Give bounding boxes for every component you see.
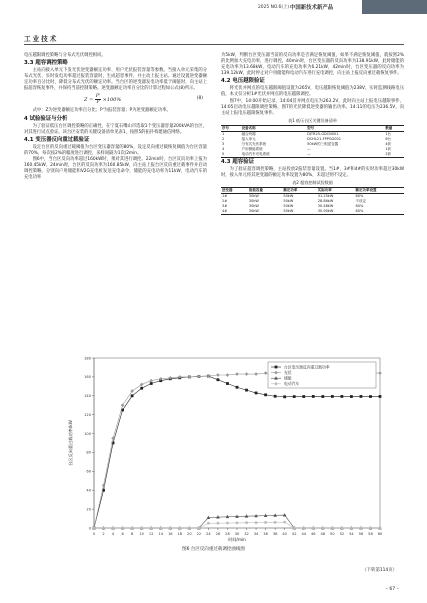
- x-tick-label: 48: [320, 532, 326, 536]
- table-cell: 5: [221, 152, 241, 158]
- table-cell: 30.90kW: [317, 209, 355, 215]
- formula-8: [24, 92, 207, 108]
- y-tick-label: 120: [84, 412, 91, 417]
- figure-6-caption: 图6 台区反向重过载调控曲线图: [182, 547, 245, 552]
- section-label: 工业技术: [24, 35, 59, 43]
- formula-expression: [84, 94, 121, 105]
- magazine-title: 中国新技术新产品: [290, 5, 334, 11]
- table-cell: 30.48kW: [317, 204, 334, 209]
- x-tick-label: 22: [196, 532, 202, 536]
- table-cell: 1#: [222, 194, 228, 199]
- section-4-paragraph: 为了验证低压台区调控策略的正确性，在宁夏石嘴山市选取1个变压器容量200kVA的台区，对其进行试点验证。该台区安装的关键设备清单见表1，按照5的拓扑构建通信网络。: [24, 123, 207, 135]
- table-1-header: 序号: [221, 125, 241, 131]
- data-point: [302, 527, 305, 530]
- table-2-header: 逆变器: [221, 188, 248, 194]
- data-point: [140, 387, 143, 390]
- table-cell: 接入单元: [241, 136, 256, 141]
- table-cell: —: [306, 152, 384, 158]
- table-2-header: 报装容量: [248, 188, 282, 194]
- y-tick-label: 80: [86, 450, 91, 455]
- x-tick-label: 46: [310, 532, 316, 536]
- x-tick-label: 24: [206, 532, 211, 536]
- table-cell: 融合终端: [241, 131, 256, 136]
- table-cell: 30kW: [248, 194, 259, 199]
- x-tick-label: 50: [330, 532, 335, 536]
- table-cell: 3#: [222, 204, 228, 209]
- table-cell: 60%: [354, 209, 404, 215]
- table-cell: 50kW: [283, 204, 294, 209]
- data-point: [217, 378, 220, 381]
- table-cell: 户用储能系统: [241, 146, 263, 151]
- data-point: [369, 395, 372, 398]
- x-tick-label: 44: [301, 532, 307, 536]
- x-axis-label: 时间/min: [228, 537, 246, 542]
- data-point: [275, 382, 278, 385]
- data-point: [283, 395, 286, 398]
- data-point: [245, 372, 249, 376]
- formula-denominator: P: [96, 100, 100, 106]
- data-point: [264, 393, 267, 396]
- issue-label: 2025 NO.6(上): [258, 5, 290, 10]
- data-point: [131, 527, 134, 530]
- data-point: [207, 522, 210, 525]
- data-point: [379, 527, 382, 530]
- data-point: [264, 371, 268, 375]
- y-tick-label: 40: [86, 488, 91, 493]
- data-point: [150, 527, 153, 530]
- x-tick-label: 36: [263, 532, 268, 536]
- table-cell: 分布式光伏系统: [241, 141, 267, 146]
- x-tick-label: 42: [291, 532, 297, 536]
- section-3-3-paragraph: 主站向接入单元下发光伏逆变器额定功率、用户光伏报装容量等参数。当接入单元采集的分布式光伏、实时发电功率超过报装容量时，生成超容事件，并主动上报主站。通过设置逆变器额定功率百分比时，降低分布式光伏的额定功率。当台区的逆变器发电功率低于阈值时，向主站上报超容恢复事件，并保持当前控制策略。逆变器额定功率百分比的计算过程如公式(8)所示。: [24, 68, 207, 92]
- data-point: [264, 521, 267, 524]
- series-line: [94, 376, 380, 528]
- data-point: [245, 389, 248, 392]
- data-point: [178, 527, 181, 530]
- section-4-2-paragraph-2: 图7中，14:00开始记录，14:04首并网点电压为263.2V，此时向主站上报电压越限事件，14:05启动电压越限调控策略，图7的光伏降低逆变器的输出功率。14:11的电压为236.5V，向主站上报电压越限恢复事件。: [221, 98, 404, 116]
- table-cell: 28.86kW: [317, 199, 334, 204]
- data-point: [255, 392, 258, 395]
- data-point: [283, 513, 287, 516]
- data-point: [226, 373, 230, 377]
- formula-fraction: [95, 94, 101, 105]
- data-point: [283, 521, 286, 524]
- data-point: [331, 395, 334, 398]
- data-point: [140, 383, 144, 387]
- data-point: [302, 395, 305, 398]
- data-point: [226, 522, 229, 525]
- table-cell: 30kW: [248, 199, 259, 204]
- section-4-2-title: 4.2 电压越限验证: [221, 78, 265, 85]
- y-tick-label: 20: [86, 507, 91, 512]
- table-1-header: 设备名称: [241, 125, 307, 131]
- table-cell: 6台: [385, 136, 392, 141]
- table-cell: 50kW: [283, 199, 294, 204]
- data-point: [226, 382, 229, 385]
- data-point: [131, 394, 134, 397]
- table-1-header: 型号: [306, 125, 384, 131]
- y-tick-label: 0: [88, 526, 91, 531]
- section-4-title: 4 试验验证与分析: [24, 115, 68, 122]
- table-cell: 31.25kW: [317, 194, 334, 199]
- legend-label: 储能: [284, 375, 292, 381]
- x-tick-label: 40: [282, 532, 287, 536]
- x-tick-label: 28: [225, 532, 230, 536]
- data-point: [312, 395, 315, 398]
- right-paragraph-1: 为5kW，判断台区变压器当前的反向功率是否满足恢复阈值，如果不满足恢复阈值，就按照2%的比例加大充电功率，进行调控。40min时，台区变压器的反向功率为138.91kW，此时储能的充电功率为13.68kW，电动汽车的充电功率为6.21kW，42min时，台区变压器的反向功率为139.12kW，此时停止对户用储能和电动汽车进行充电调控，向主站上报反向重过载恢复事件。: [221, 53, 404, 77]
- continued-note: （下转第114页）: [362, 568, 397, 573]
- x-tick-label: 54: [349, 532, 354, 536]
- data-point: [274, 521, 277, 524]
- data-point: [379, 395, 382, 398]
- formula-number: (8): [196, 96, 203, 102]
- data-point: [217, 522, 220, 525]
- x-tick-label: 0: [92, 532, 96, 536]
- data-point: [149, 379, 153, 383]
- table-cell: —: [307, 146, 311, 151]
- data-point: [197, 527, 200, 530]
- table-1-caption: 表1 低压台区关键设备清单: [288, 117, 337, 123]
- table-cell: 4套: [385, 141, 392, 146]
- section-4-1-paragraph-2: 图6中，当台区反向功率超过160kW时，须对其进行调控。22min时，台区反向功率上报为160.45kW，24min时，台区的反向功率为160.85kW，向主站上报台区反向重过载事件并启动调控策略。分别向户用储能和V2G充电桩发送充电命令，储能的充电功率为11kW，电动汽车的充电功率: [24, 156, 207, 181]
- data-point: [350, 395, 353, 398]
- y-axis-label: 台区反向重过载功率/kW: [68, 420, 73, 466]
- section-4-2-paragraph-1: 将光伏并网点的电压越限阈值设置为265V，电压越限恢复阈值为238V，实时监测线路电压值，本文仅分析1#光伏并网点的电压越限调控。: [221, 86, 404, 98]
- table-cell: 不设定: [355, 199, 366, 204]
- data-point: [293, 395, 296, 398]
- table-1: [221, 125, 404, 158]
- table-cell: 50kW的三相逆变器: [307, 141, 339, 146]
- data-point: [159, 527, 162, 530]
- formula-rhs: ×100%: [102, 97, 122, 104]
- table-cell: 50kW: [283, 194, 294, 199]
- x-tick-label: 38: [272, 532, 278, 536]
- page-number: – 67 –: [385, 587, 399, 592]
- data-point: [360, 527, 363, 530]
- intro-paragraph: 电压越限调控策略与分布式光伏调控相同。: [24, 53, 106, 58]
- x-tick-label: 34: [253, 532, 259, 536]
- x-tick-label: 52: [339, 532, 345, 536]
- section-4-3-title: 4.3 超容验证: [221, 158, 254, 165]
- table-cell: 2套: [384, 152, 404, 158]
- x-tick-label: 26: [215, 532, 221, 536]
- y-tick-label: 180: [84, 356, 91, 361]
- data-point: [236, 522, 239, 525]
- section-4-3-paragraph: 为了验证超容调控策略，主站投放2报装容量设置。当1#、3#和4#的实时功率超过30kW时，接入单元将其逆变器的额定功率设置为80%，未超过则不设定。: [221, 166, 404, 179]
- header-band: [362, 0, 427, 14]
- table-2-header: 额定功率: [282, 188, 316, 194]
- data-point: [293, 527, 296, 530]
- table-cell: 30kW: [248, 204, 259, 209]
- data-point: [236, 386, 239, 389]
- legend-label: 光伏: [284, 370, 292, 375]
- table-cell: 30kW: [248, 209, 282, 215]
- table-cell: 1: [222, 131, 225, 136]
- data-point: [169, 527, 172, 530]
- legend-label: 电动汽车: [284, 381, 300, 387]
- table-cell: 60%: [355, 194, 364, 199]
- table-row: [221, 152, 404, 158]
- left-column: [24, 53, 207, 181]
- section-4-1-paragraph-1: 设定台区的反向重过载阈值为台区变压器容量的80%，设定反向重过载恢复阈值为台区容量的70%，每次按2%的幅度进行调控，采样间隔为1次/2min。: [24, 144, 207, 156]
- data-point: [245, 521, 248, 524]
- x-tick-label: 14: [158, 532, 164, 536]
- data-point: [255, 521, 258, 524]
- table-cell: 1套: [385, 146, 392, 151]
- x-tick-label: 56: [358, 532, 364, 536]
- table-cell: 2#: [222, 199, 228, 204]
- x-tick-label: 18: [177, 532, 183, 536]
- y-tick-label: 100: [84, 431, 91, 436]
- data-point: [275, 366, 278, 369]
- table-row: [221, 209, 404, 215]
- table-2-header: 实际功率: [317, 188, 355, 194]
- formula-lhs: Z =: [84, 97, 94, 104]
- x-tick-label: 30: [234, 532, 240, 536]
- data-point: [188, 527, 191, 530]
- data-point: [93, 527, 96, 530]
- y-tick-label: 60: [86, 469, 91, 474]
- data-point: [321, 395, 324, 398]
- data-point: [340, 395, 343, 398]
- data-point: [121, 527, 124, 530]
- table-cell: DJTR25-GDCN001: [307, 131, 339, 136]
- data-point: [216, 373, 220, 377]
- data-point: [360, 395, 363, 398]
- data-point: [340, 527, 343, 530]
- table-2-caption: 表2 超容控制试验数据: [292, 180, 333, 186]
- y-tick-label: 160: [84, 375, 91, 380]
- data-point: [369, 527, 372, 530]
- table-cell: 电动汽车充电系统: [241, 152, 307, 158]
- formula-numerator: P': [95, 94, 101, 100]
- data-point: [254, 372, 258, 376]
- x-tick-label: 10: [139, 532, 144, 536]
- data-point: [150, 382, 153, 385]
- x-tick-label: 58: [368, 532, 373, 536]
- x-tick-label: 2: [102, 532, 105, 536]
- x-tick-label: 60: [377, 532, 383, 536]
- y-tick-label: 140: [84, 394, 91, 399]
- x-tick-label: 16: [167, 532, 173, 536]
- data-point: [112, 527, 115, 530]
- x-tick-label: 12: [148, 532, 154, 536]
- x-tick-label: 32: [244, 532, 249, 536]
- section-3-3-title: 3.3 超容调控策略: [24, 60, 68, 67]
- data-point: [102, 527, 105, 530]
- x-tick-label: 8: [130, 532, 134, 536]
- x-tick-label: 4: [111, 532, 115, 536]
- table-2-header: 额定功率设置: [354, 188, 404, 194]
- table-cell: 1台: [385, 131, 392, 136]
- table-2: [221, 187, 404, 215]
- legend-label: 台区变压器反向重过载功率: [284, 364, 330, 370]
- data-point: [130, 389, 134, 393]
- table-cell: 50kW: [282, 209, 316, 215]
- table-cell: 60%: [355, 204, 364, 209]
- x-tick-label: 20: [187, 532, 192, 536]
- chart-svg: [60, 352, 390, 542]
- figure-6-chart: [60, 352, 390, 542]
- data-point: [321, 527, 324, 530]
- data-point: [121, 403, 125, 407]
- table-1-header: 数量: [384, 125, 404, 131]
- table-cell: 2: [222, 136, 225, 141]
- data-point: [235, 372, 239, 376]
- table-cell: DCHL21-FPPGG001: [307, 136, 341, 141]
- x-tick-label: 6: [121, 532, 124, 536]
- data-point: [378, 371, 382, 375]
- data-point: [331, 527, 334, 530]
- right-column: [221, 53, 404, 215]
- data-point: [140, 527, 143, 530]
- data-point: [274, 395, 277, 398]
- section-4-1-title: 4.1 变压器反向重过载验证: [24, 136, 90, 143]
- data-point: [350, 527, 353, 530]
- table-cell: 3: [222, 141, 225, 146]
- header-rule: [24, 44, 404, 45]
- formula-note: 式中：Z为逆变器额定功率百分比；P'为报装容量；P为逆变器额定功率。: [32, 108, 171, 114]
- data-point: [312, 527, 315, 530]
- table-cell: 4#: [221, 209, 248, 215]
- table-cell: 4: [222, 146, 225, 151]
